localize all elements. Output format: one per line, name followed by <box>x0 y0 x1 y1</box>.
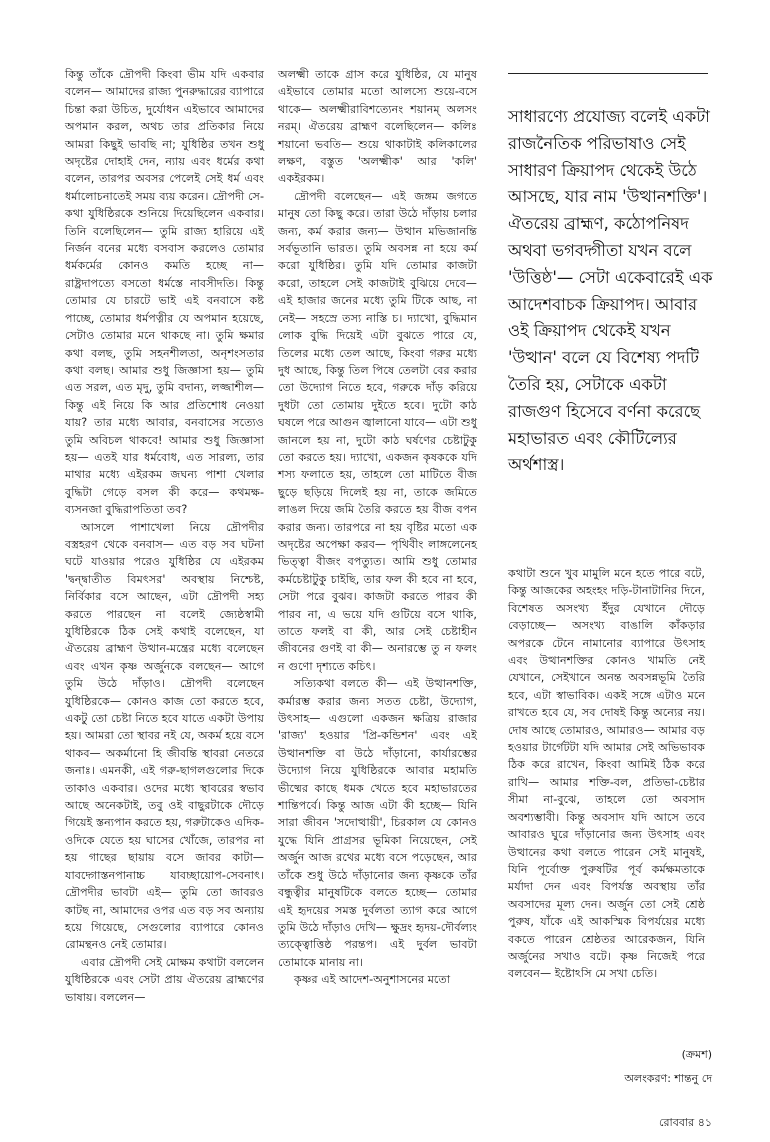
article-column-1 <box>65 66 264 1006</box>
paragraph: আসলে পাশাখেলা নিয়ে দ্রৌপদীর বস্ত্রহরণ থেকে বনবাস— এত বড় সব ঘটনা ঘটে যাওয়ার পরেও যুধিষ্ঠির যে এইরকম 'দ্বন্দ্বাতীত বিমৎসর' অবস্থায় নিশ্চেষ্ট, নির্বিকার বসে আছেন, এটা দ্রৌপদী সহ্য করতে পারছেন না বলেই জ্যেষ্ঠস্বামী যুধিষ্ঠিরকে ঠিক সেই কথাই বলেছেন, যা ঐতরেয় ব্রাহ্মণ উত্থান-মন্ত্রের মধ্যে বলেছেন এবং এখন কৃষ্ণ অর্জুনকে বলছেন— আগে তুমি উঠে দাঁড়াও। দ্রৌপদী বলেছেন যুধিষ্ঠিরকে— কোনও কাজ তো করতে হবে, একটু তো চেষ্টা নিতে হবে যাতে একটা উপায় হয়। আমরা তো স্থাবর নই যে, অকর্ম হয়ে বসে থাকব— অকর্মানো হি জীবন্তি স্থাবরা নেতরে জনাঃ। এমনকী, এই গরু-ছাগলগুলোর দিকে তাকাও একবার। ওদের মধ্যে স্থাবরের স্বভাব আছে অনেকটাই, তবু ওই বাছুরটাকে দৌড়ে গিয়েই স্তন্যপান করতে হয়, গরুটাকেও এদিক-ওদিকে যেতে হয় ঘাসের খোঁজে, তারপর না হয় গাছের ছায়ায় বসে জাবর কাটা— যাবদ্গোস্তনপানাচ্চ যাবচ্ছায়োপ-সেবনাৎ। দ্রৌপদীর ভাবটা এই— তুমি তো জাবরও কাটছ না, আমাদের ওপর এত বড় সব অন্যায় হয়ে গিয়েছে, সেগুলোর ব্যাপারে কোনও রোমন্থনও নেই তোমার। <box>65 520 264 952</box>
paragraph: কৃষ্ণর এই আদেশ-অনুশাসনের মতো <box>294 973 451 987</box>
continued-marker: (ক্রমশ) <box>681 1048 712 1061</box>
paragraph: অলক্ষ্মী তাকে গ্রাস করে যুধিষ্ঠির, যে মানুষ এইভাবে তোমার মতো আলস্যে শুয়ে-বসে থাকে— অলক্ষ্মীরাবিশত্যেনং শয়ানম্ অলসং নরম্। ঐতরেয় ব্রাহ্মণ বলেছিলেন— কলিঃ শয়ানো ভবতি— শুয়ে থাকাটাই কলিকালের লক্ষণ, বস্তুত 'অলক্ষ্মীক' আর 'কলি' একইরকম। <box>278 68 477 186</box>
paragraph: কিন্তু তাঁকে দ্রৌপদী কিংবা ভীম যদি একবার বলেন— আমাদের রাজ্য পুনরুদ্ধারের ব্যাপারে চিন্তা করা উচিত, দুর্যোধন এইভাবে আমাদের অপমান করল, অথচ তার প্রতিকার নিয়ে আমরা কিছুই ভাবছি না; যুধিষ্ঠির তখন শুধু অদৃষ্টের দোহাই দেন, ন্যায় এবং ধর্মের কথা বলেন, তারপর অবসর পেলেই সেই ধর্ম এবং ধর্মালোচনাতেই সময় ব্যয় করেন। দ্রৌপদী সে-কথা যুধিষ্ঠিরকে শুনিয়ে দিয়েছিলেন একবার। তিনি বলেছিলেন— তুমি রাজ্য হারিয়ে এই নির্জন বনের মধ্যে বসবাস করলেও তোমার ধর্মকর্মের কোনও কমতি হচ্ছে না— রাষ্ট্রদাপত্যে বসতো ধর্মস্তে নাবসীদতি। কিন্তু তোমার যে চারটে ভাই এই বনবাসে কষ্ট পাচ্ছে, তোমার ধর্মপত্নীর যে অপমান হয়েছে, সেটাও তোমার মনে থাকছে না। তুমি ক্ষমার কথা বলছ, তুমি সহনশীলতা, অনৃশংসতার কথা বলছ। আমার শুধু জিজ্ঞাসা হয়— তুমি এত সরল, এত মৃদু, তুমি বদান্য, লজ্জাশীল— কিন্তু এই নিয়ে কি আর প্রতিশোধ নেওয়া যায়? তার মধ্যে আবার, বনবাসের সত্যেও তুমি অবিচল থাকবে! আমার শুধু জিজ্ঞাসা হয়— এতই যার ধর্মবোধ, এত সারল্য, তার মাথার মধ্যে এইরকম জঘন্য পাশা খেলার বুদ্ধিটা গেড়ে বসল কী করে— কথমক্ষ-ব্যসনজা বুদ্ধিরাপতিতা তব? <box>65 68 264 517</box>
paragraph: দ্রৌপদী বলেছেন— এই জঙ্গম জগতে মানুষ তো কিছু করে। তারা উঠে দাঁড়ায় চলার জন্য, কর্ম করার জন্য— উত্থান মভিজানন্তি সর্বভূতানি ভারত। তুমি অবসন্ন না হয়ে কর্ম করো যুধিষ্ঠির। তুমি যদি তোমার কাজটা করো, তাহলে সেই কাজটাই বুঝিয়ে দেবে— এই হাজার জনের মধ্যে তুমি টিকে আছ, না নেই— সহস্রে তস্য নাস্তি চ। দ্যাখো, বুদ্ধিমান লোক বুদ্ধি দিয়েই এটা বুঝতে পারে যে, তিলের মধ্যে তেল আছে, কিংবা গরুর মধ্যে দুধ আছে, কিন্তু তিল পিষে তেলটা বের করার তো উদ্যোগ নিতে হবে, গরুকে দাঁড় করিয়ে দুধটা তো তোমায় দুইতে হবে। দুটো কাঠ ঘষলে পরে আগুন জ্বালানো যাবে— এটা শুধু জানলে হয় না, দুটো কাঠ ঘর্ষণের চেষ্টাটুকু তো করতে হয়। দ্যাখো, একজন কৃষককে যদি শস্য ফলাতে হয়, তাহলে তো মাটিতে বীজ ছুড়ে ছড়িয়ে দিলেই হয় না, তাকে জমিতে লাঙল দিয়ে জমি তৈরি করতে হয় বীজ বপন করার জন্য। তারপরে না হয় বৃষ্টির মতো এক অদৃষ্টের অপেক্ষা করব— পৃথিবীং লাঙ্গলেনেহ ভিত্ত্বা বীজং বপত্যুত। আমি শুধু তোমার কর্মচেষ্টাটুকু চাইছি, তার ফল কী হবে না হবে, সেটা পরে বুঝব। কাজটা করতে পারব কী পারব না, এ ভয়ে যদি গুটিয়ে বসে থাকি, তাতে ফলই বা কী, আর সেই চেষ্টাহীন জীবনের গুণই বা কী— অনারম্ভে তু ন ফলং ন গুণো দৃশ্যতে কচিৎ। <box>278 189 478 673</box>
pullquote-rule <box>508 73 708 74</box>
article-column-2 <box>278 66 477 989</box>
paragraph: এবার দ্রৌপদী সেই মোক্ষম কথাটা বললেন যুধিষ্ঠিরকে এবং সেটা প্রায় ঐতরেয় ব্রাহ্মণের ভাষায়। বললেন— <box>65 955 264 1004</box>
paragraph: সত্যিকথা বলতে কী— এই উত্থানশক্তি, কর্মারম্ভ করার জন্য সতত চেষ্টা, উদ্যোগ, উৎসাহ— এগুলো একজন ক্ষত্রিয় রাজার 'রাজ্য' হওয়ার 'প্রি-কন্ডিশন' এবং এই উত্থানশক্তি বা উঠে দাঁড়ানো, কার্যারম্ভের উদ্যোগ নিয়ে যুধিষ্ঠিরকে আবার মহামতি ভীষ্মের কাছে ধমক খেতে হবে মহাভারতের শান্তিপর্বে। কিন্তু আজ এটা কী হচ্ছে— যিনি সারা জীবন 'সদোত্থায়ী', চিরকাল যে কোনও যুদ্ধে যিনি প্রাগ্রসর ভূমিকা নিয়েছেন, সেই অর্জুন আজ রথের মধ্যে বসে পড়েছেন, আর তাঁকে শুধু উঠে দাঁড়ানোর জন্য কৃষ্ণকে তাঁর বন্ধুত্বীর মানুষটিকে বলতে হচ্ছে— তোমার এই হৃদয়ের সমস্ত দুর্বলতা ত্যাগ করে আগে তুমি উঠে দাঁড়াও দেখি— ক্ষুদ্রং হৃদয়-দৌর্বল্যং ত্যক্ত্বোত্তিষ্ঠ পরন্তপ। এই দুর্বল ভাবটা তোমাকে মানায় না। <box>278 677 477 969</box>
article-column-3 <box>508 565 705 983</box>
illustration-credit: অলংকরণ: শান্তনু দে <box>624 1072 712 1085</box>
paragraph: কথাটা শুনে খুব মামুলি মনে হতে পারে বটে, কিন্তু আজকের অহংহং দড়ি-টানাটানির দিনে, বিশেষত অসংখ্য ইঁদুর যেখানে দৌড়ে বেড়াচ্ছে— অসংখ্য বাঙালি কাঁকড়ার অপরকে টেনে নামানোর ব্যাপারে উৎসাহ এবং উত্থানশক্তির কোনও খামতি নেই যেখানে, সেইখানে অনন্ত অবসন্নভূমি তৈরি হবে, এটা স্বাভাবিক। একই সঙ্গে এটাও মনে রাখতে হবে যে, সব দোষই কিন্তু অন্যের নয়। দোষ আছে তোমারও, আমারও— আমার বড় হওয়ার টার্গেটটা যদি আমার সেই অভিভাবক ঠিক করে রাখেন, কিংবা আমিই ঠিক করে রাখি— আমার শক্তি-বল, প্রতিভা-চেষ্টার সীমা না-বুঝে, তাহলে তো অবসাদ অবশ্যম্ভাবী। কিন্তু অবসাদ যদি আসে তবে আবারও ঘুরে দাঁড়ানোর জন্য উৎসাহ এবং উত্থানের কথা বলতে পারেন সেই মানুষই, যিনি পূর্বোক্ত পুরুষটির পূর্ব কর্মক্ষমতাকে মর্যাদা দেন এবং বিপর্যস্ত অবস্থায় তাঁর অবসাদের মূল্য দেন। অর্জুন তো সেই শ্রেষ্ঠ পুরুষ, যাঁকে এই আকস্মিক বিপর্যয়ের মধ্যে বকতে পারেন শ্রেষ্ঠতর আরেকজন, যিনি অর্জুনের সখাও বটে। কৃষ্ণ নিজেই পরে বলবেন— ইষ্টোঽসি মে সখা চেতি। <box>508 567 705 981</box>
page-footer: রোববার ৪১ <box>659 1116 712 1129</box>
pullquote: সাধারণ্যে প্রযোজ্য বলেই একটা রাজনৈতিক পরিভাষাও সেই সাধারণ ক্রিয়াপদ থেকেই উঠে আসছে, যার নাম 'উত্থানশক্তি'। ঐতরেয় ব্রাহ্মণ, কঠোপনিষদ অথবা ভগবদ্গীতা যখন বলে 'উত্তিষ্ঠ'— সেটা একেবারেই এক আদেশবাচক ক্রিয়াপদ। আবার ওই ক্রিয়াপদ থেকেই যখন 'উত্থান' বলে যে বিশেষ্য পদটি তৈরি হয়, সেটাকে একটা রাজগুণ হিসেবে বর্ণনা করেছে মহাভারত এবং কৌটিল্যের অর্থশাস্ত্র। <box>508 107 713 475</box>
